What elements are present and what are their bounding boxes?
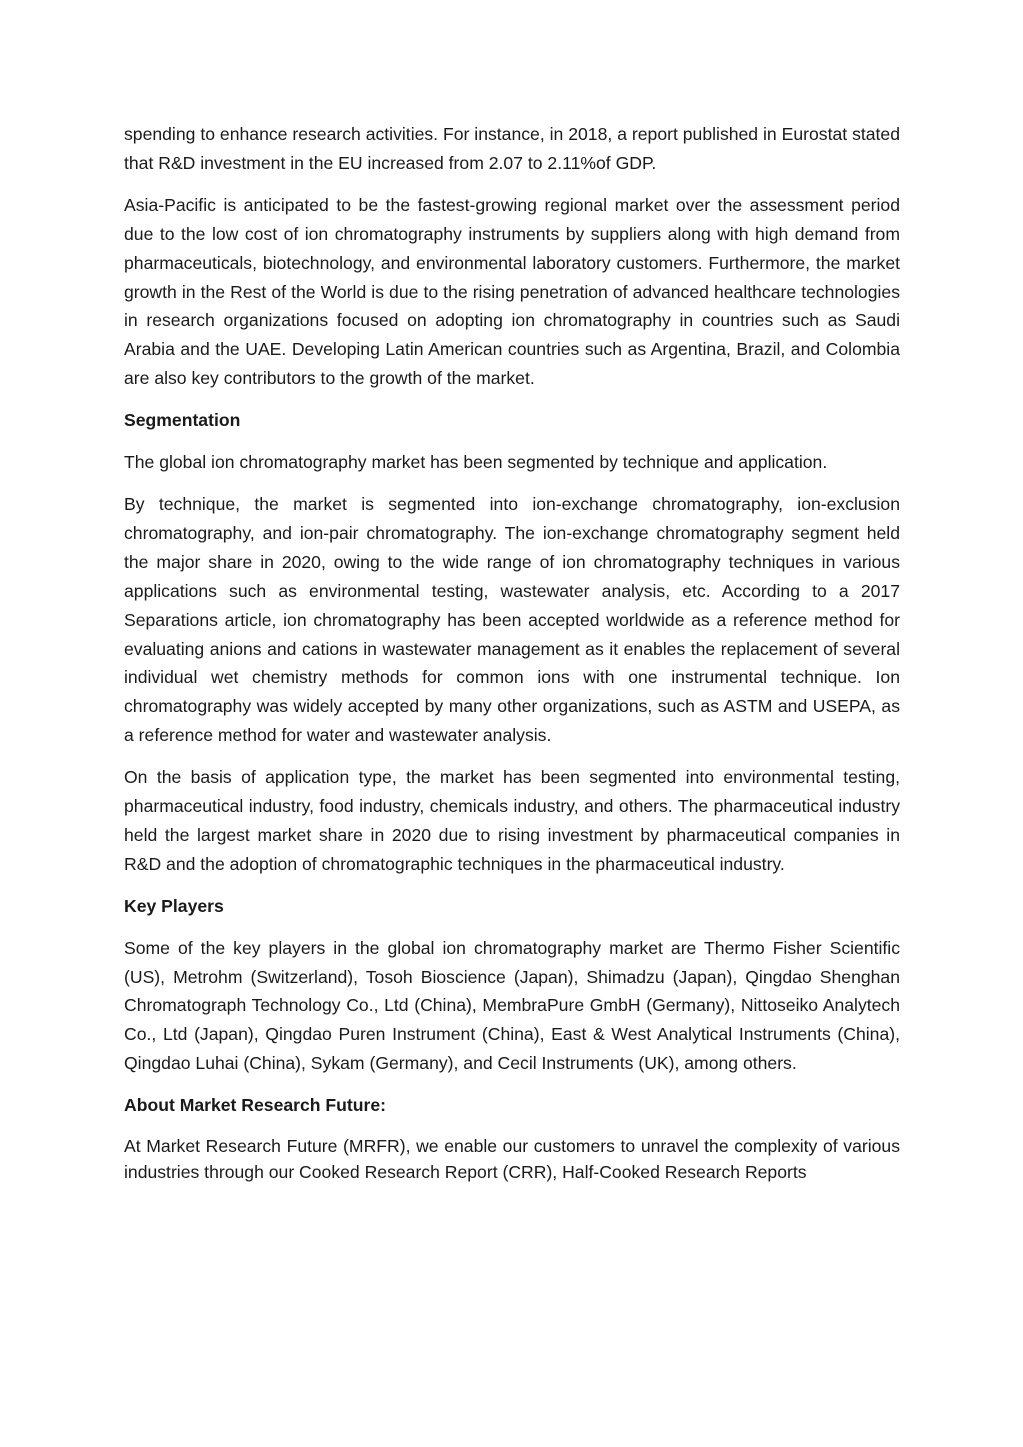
heading-about-mrfr: About Market Research Future: — [124, 1095, 386, 1116]
heading-key-players: Key Players — [124, 895, 224, 916]
paragraph-key-players: Some of the key players in the global ion chromatography market are Thermo Fisher Scientific (US), Metrohm (Switzerland), Tosoh Bioscience (Japan), Shimadzu (Japan), Qingdao Shenghan Chromatograph Technology Co., Ltd (China), MembraPure GmbH (Germany), Nittoseiko Analytech Co., Ltd (Japan), Qingdao Puren Instrument (China), East & West Analytical Instruments (China), Qingdao Luhai (China), Sykam (Germany), and Cecil Instruments (UK), among others. — [124, 937, 900, 1074]
heading-segmentation: Segmentation — [124, 410, 241, 431]
paragraph-about-mrfr: At Market Research Future (MRFR), we enable our customers to unravel the complexity of various industries through our Cooked Research Report (CRR), Half-Cooked Research Reports — [124, 1136, 900, 1183]
paragraph-rd-investment: spending to enhance research activities. For instance, in 2018, a report published in Eurostat stated that R&D investment in the EU increased from 2.07 to 2.11%of GDP. — [124, 124, 900, 173]
paragraph-by-technique: By technique, the market is segmented into ion-exchange chromatography, ion-exclusion chromatography, and ion-pair chromatography. The ion-exchange chromatography segment held the major share in 2020, owing to the wide range of ion chromatography techniques in various applications such as environmental testing, wastewater analysis, etc. According to a 2017 Separations article, ion chromatography has been accepted worldwide as a reference method for evaluating anions and cations in wastewater management as it enables the replacement of several individual wet chemistry methods for common ions with one instrumental technique. Ion chromatography was widely accepted by many other organizations, such as ASTM and USEPA, as a reference method for water and wastewater analysis. — [124, 493, 900, 746]
paragraph-segmentation-intro: The global ion chromatography market has been segmented by technique and application. — [124, 452, 828, 473]
document-page — [124, 120, 900, 1198]
paragraph-asia-pacific: Asia-Pacific is anticipated to be the fastest-growing regional market over the assessment period due to the low cost of ion chromatography instruments by suppliers along with high demand from pharmaceuticals, biotechnology, and environmental laboratory customers. Furthermore, the market growth in the Rest of the World is due to the rising penetration of advanced healthcare technologies in research organizations focused on adopting ion chromatography in countries such as Saudi Arabia and the UAE. Developing Latin American countries such as Argentina, Brazil, and Colombia are also key contributors to the growth of the market. — [124, 194, 900, 389]
paragraph-by-application: On the basis of application type, the market has been segmented into environmental testing, pharmaceutical industry, food industry, chemicals industry, and others. The pharmaceutical industry held the largest market share in 2020 due to rising investment by pharmaceutical companies in R&D and the adoption of chromatographic techniques in the pharmaceutical industry. — [124, 767, 900, 874]
